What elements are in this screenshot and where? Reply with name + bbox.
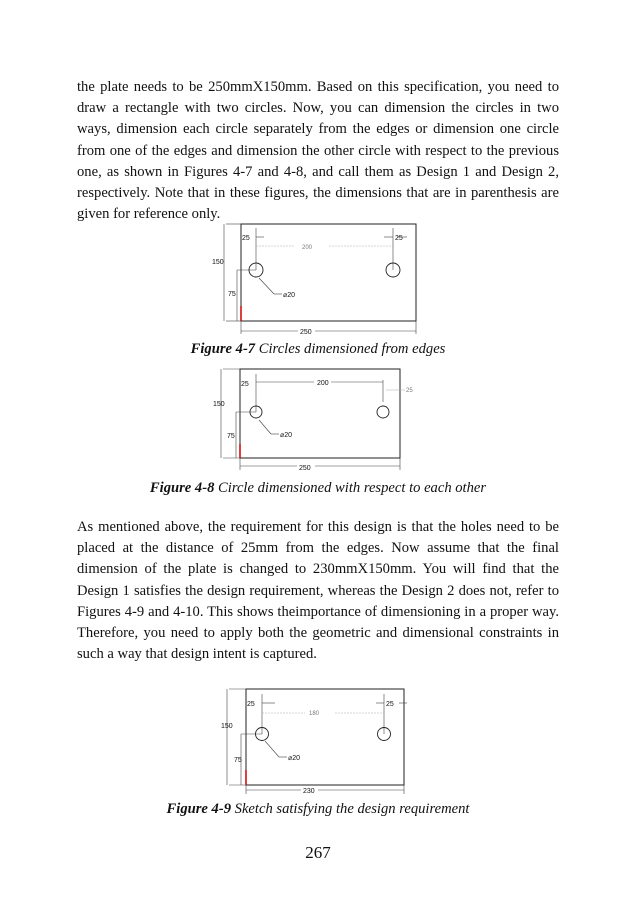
dim-hole-y: 75 (227, 433, 235, 440)
dim-left: 25 (242, 235, 250, 242)
figure-label: Figure 4-8 (149, 480, 215, 496)
dim-middle: 200 (302, 245, 313, 251)
dim-height: 150 (212, 259, 224, 266)
figure-caption-text: Sketch satisfying the design requirement (234, 801, 470, 817)
dim-diameter: ⌀20 (280, 432, 293, 439)
dim-hole-y: 75 (228, 291, 236, 298)
dim-middle: 180 (309, 711, 320, 717)
hole-right (377, 406, 389, 418)
figure-caption (0, 480, 636, 497)
dim-right: 25 (395, 235, 403, 242)
figure-caption (0, 341, 636, 358)
dim-diameter: ⌀20 (283, 292, 296, 299)
dim-left: 25 (241, 381, 249, 388)
dim-width: 230 (303, 788, 315, 795)
figure-4-7-drawing (212, 216, 422, 338)
page-number: 267 (305, 843, 331, 862)
dim-width: 250 (300, 329, 312, 336)
dim-height: 150 (221, 723, 233, 730)
figure-caption (0, 801, 636, 818)
dim-middle: 200 (317, 380, 329, 387)
figure-caption-text: Circle dimensioned with respect to each other (218, 480, 487, 496)
paragraph-requirement: As mentioned above, the requirement for this design is that the holes need to be placed at the distance of 25mm from the edges. Now assume that the final dimension of the plate is changed to 230mmX150mm. You will find that the Design 1 satisfies the design requirement, whereas the Design 2 does not, refer to Figures 4-9 and 4-10. This shows theimportance of dimensioning in a proper way. Therefore, you need to apply both the geometric and dimensional constraints in such a way that design intent is captured. (77, 519, 559, 663)
dim-diameter: ⌀20 (288, 755, 301, 762)
dim-right: 25 (406, 388, 413, 394)
dim-hole-y: 75 (234, 757, 242, 764)
figure-label: Figure 4-9 (166, 801, 231, 817)
dim-left: 25 (247, 701, 255, 708)
figure-label: Figure 4-7 (190, 341, 256, 357)
dim-width: 250 (299, 465, 311, 472)
dim-height: 150 (213, 401, 225, 408)
figure-caption-text: Circles dimensioned from edges (258, 341, 446, 357)
figure-4-8-drawing (213, 362, 425, 476)
dim-right: 25 (386, 701, 394, 708)
paragraph-intro: the plate needs to be 250mmX150mm. Based on this specification, you need to draw a rectangle with two circles. Now, you can dimension the circles in two ways, dimension each circle separately from the edges or dimension one circle from one of the edges and dimension the other circle with respect to the previous one, as shown in Figures 4-7 and 4-8, and call them as Design 1 and Design 2, respectively. Note that in these figures, the dimensions that are in parenthesis are given for reference only. (77, 79, 559, 223)
figure-4-9-drawing (221, 684, 417, 798)
